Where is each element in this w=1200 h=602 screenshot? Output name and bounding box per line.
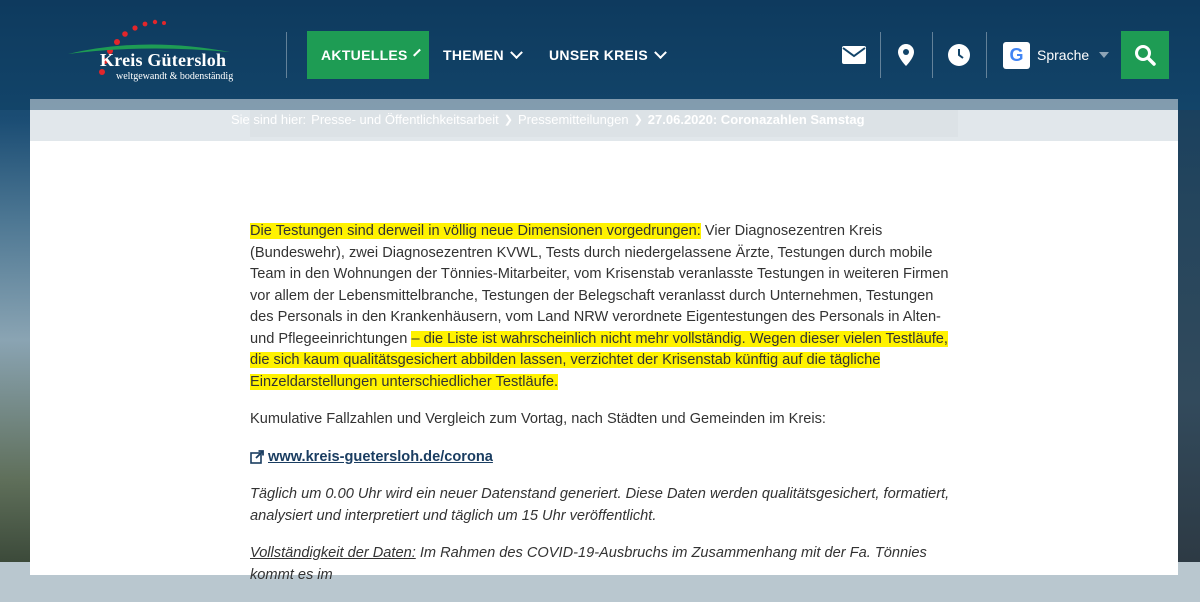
paragraph xyxy=(250,543,960,586)
nav-label: UNSER KREIS xyxy=(549,47,648,63)
breadcrumb-current: 27.06.2020: Coronazahlen Samstag xyxy=(647,112,865,127)
highlighted-text: – die Liste ist wahrscheinlich nicht mehr vollständig. Wegen dieser vielen Testläufe, die sich kaum qualitätsgesichert abbilden lassen, verzichtet der Krisenstab künftig auf die tägliche Einzeldarstellungen unterschiedlicher Testläufe. xyxy=(250,330,948,390)
chevron-down-icon xyxy=(413,48,421,56)
article-body xyxy=(250,221,960,602)
chevron-right-icon: ❯ xyxy=(633,114,643,126)
logo-tagline: weltgewandt & bodenständig xyxy=(116,71,234,82)
paragraph-label: Vollständigkeit der Daten: xyxy=(250,545,416,561)
divider xyxy=(986,32,987,78)
logo-name: Kreis Gütersloh xyxy=(100,50,227,70)
nav-label: THEMEN xyxy=(443,47,504,63)
corona-link[interactable]: www.kreis-guetersloh.de/corona xyxy=(268,448,493,465)
caret-down-icon xyxy=(1099,52,1109,58)
paragraph-text: Vier Diagnosezentren Kreis (Bundeswehr), zwei Diagnosezentren KVWL, Tests durch niedergelassene Ärzte, Testungen durch mobile Team in den Wohnungen der Tönnies-Mitarbeiter, vom Krisenstab veranlasste Testungen in weiteren Firmen vor allem der Lebensmittelbranche, Testungen der Belegschaft veranlasst durch Unternehmen, Testungen des Personals in den Krankenhäusern, vom Land NRW verordnete Eigentestungen des Personals in Alten- und Pflegeeinrichtungen xyxy=(250,223,949,347)
breadcrumb-prefix: Sie sind hier: xyxy=(231,112,307,127)
google-icon: G xyxy=(1003,42,1030,69)
breadcrumb-item[interactable]: Pressemitteilungen xyxy=(518,112,629,127)
language-label: Sprache xyxy=(1037,47,1090,63)
mail-button[interactable] xyxy=(836,36,872,74)
paragraph xyxy=(250,221,960,393)
external-link-row xyxy=(250,447,960,469)
nav-unser-kreis[interactable] xyxy=(535,31,679,79)
language-selector[interactable] xyxy=(1003,41,1109,69)
opening-hours-button[interactable] xyxy=(941,36,977,74)
paragraph: Täglich um 0.00 Uhr wird ein neuer Datenstand generiert. Diese Daten werden qualitätsgesichert, formatiert, analysiert und interpretiert und täglich um 15 Uhr veröffentlicht. xyxy=(250,486,950,524)
divider xyxy=(880,32,881,78)
highlighted-text: Die Testungen sind derweil in völlig neue Dimensionen vorgedrungen: xyxy=(250,223,701,239)
divider xyxy=(286,32,287,78)
divider xyxy=(932,32,933,78)
clock-icon xyxy=(948,44,970,66)
location-button[interactable] xyxy=(888,36,924,74)
breadcrumb-item[interactable]: Presse- und Öffentlichkeitsarbeit xyxy=(311,112,499,127)
external-link-icon xyxy=(250,450,264,464)
nav-label: AKTUELLES xyxy=(321,47,408,63)
search-icon xyxy=(1134,44,1156,66)
chevron-right-icon: ❯ xyxy=(503,114,514,126)
site-header xyxy=(0,0,1200,110)
paragraph-text: Im Rahmen des COVID-19-Ausbruchs im Zusammenhang mit der Fa. Tönnies kommt es im xyxy=(250,545,927,583)
chevron-down-icon xyxy=(654,46,667,59)
nav-themen[interactable] xyxy=(429,31,535,79)
chevron-down-icon xyxy=(510,46,523,59)
paragraph: Kumulative Fallzahlen und Vergleich zum Vortag, nach Städten und Gemeinden im Kreis: xyxy=(250,411,826,427)
search-button[interactable] xyxy=(1121,31,1169,79)
breadcrumb xyxy=(231,112,865,127)
nav-aktuelles[interactable] xyxy=(307,31,429,79)
mail-icon xyxy=(842,46,866,64)
map-pin-icon xyxy=(898,44,914,66)
